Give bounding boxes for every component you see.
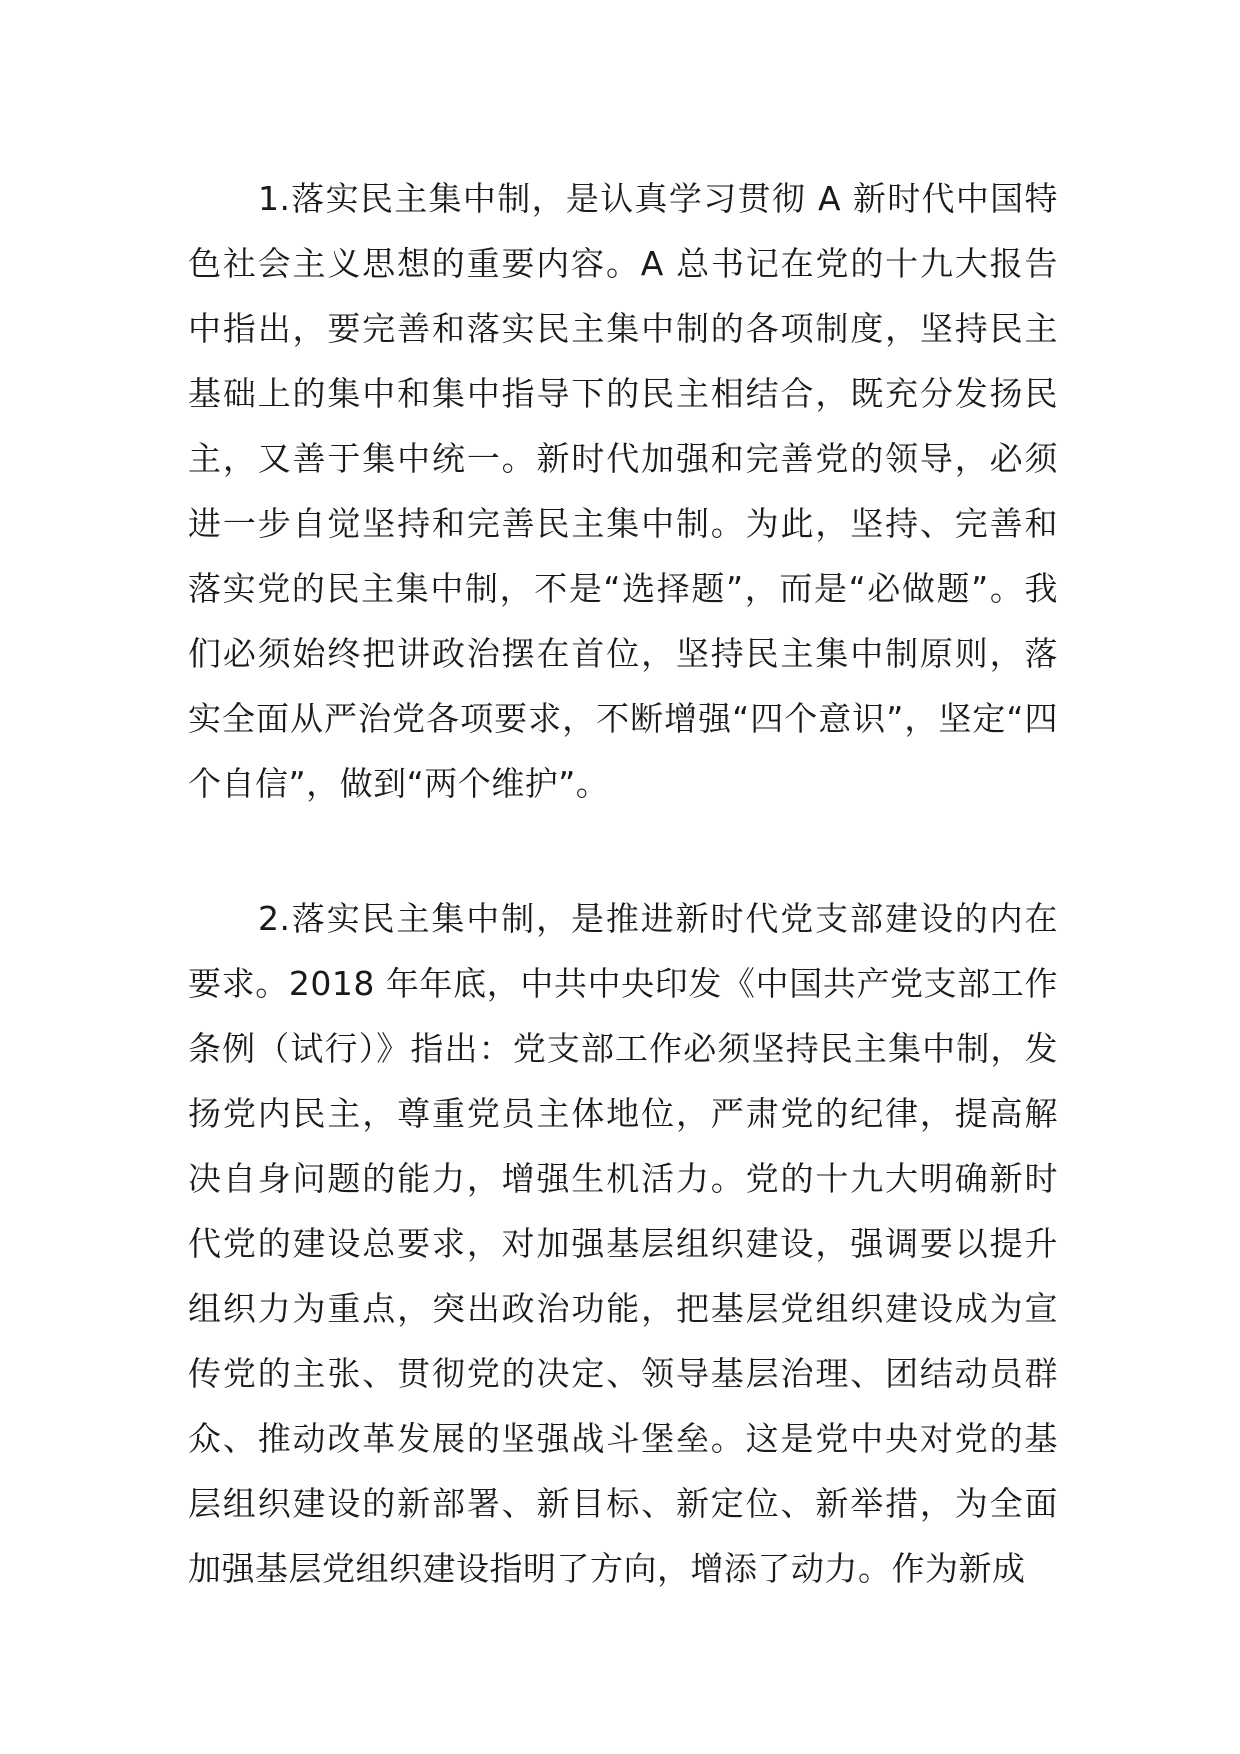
paragraph-1: 1.落实民主集中制，是认真学习贯彻 A 新时代中国特色社会主义思想的重要内容。A 总书记在党的十九大报告中指出，要完善和落实民主集中制的各项制度，坚持民主基础上的集中和集中指导下的民主相结合，既充分发扬民主，又善于集中统一。新时代加强和完善党的领导，必须进一步自觉坚持和完善民主集中制。为此，坚持、完善和落实党的民主集中制，不是“选择题”，而是“必做题”。我们必须始终把讲政治摆在首位，坚持民主集中制原则，落实全面从严治党各项要求，不断增强“四个意识”，坚定“四个自信”，做到“两个维护”。 (188, 179, 1058, 803)
document-page (188, 166, 1058, 1601)
paragraph-2: 2.落实民主集中制，是推进新时代党支部建设的内在要求。2018 年年底，中共中央印发《中国共产党支部工作条例（试行）》指出：党支部工作必须坚持民主集中制，发扬党内民主，尊重党员主体地位，严肃党的纪律，提高解决自身问题的能力，增强生机活力。党的十九大明确新时代党的建设总要求，对加强基层组织建设，强调要以提升组织力为重点，突出政治功能，把基层党组织建设成为宣传党的主张、贯彻党的决定、领导基层治理、团结动员群众、推动改革发展的坚强战斗堡垒。这是党中央对党的基层组织建设的新部署、新目标、新定位、新举措，为全面加强基层党组织建设指明了方向，增添了动力。作为新成 (188, 899, 1058, 1588)
